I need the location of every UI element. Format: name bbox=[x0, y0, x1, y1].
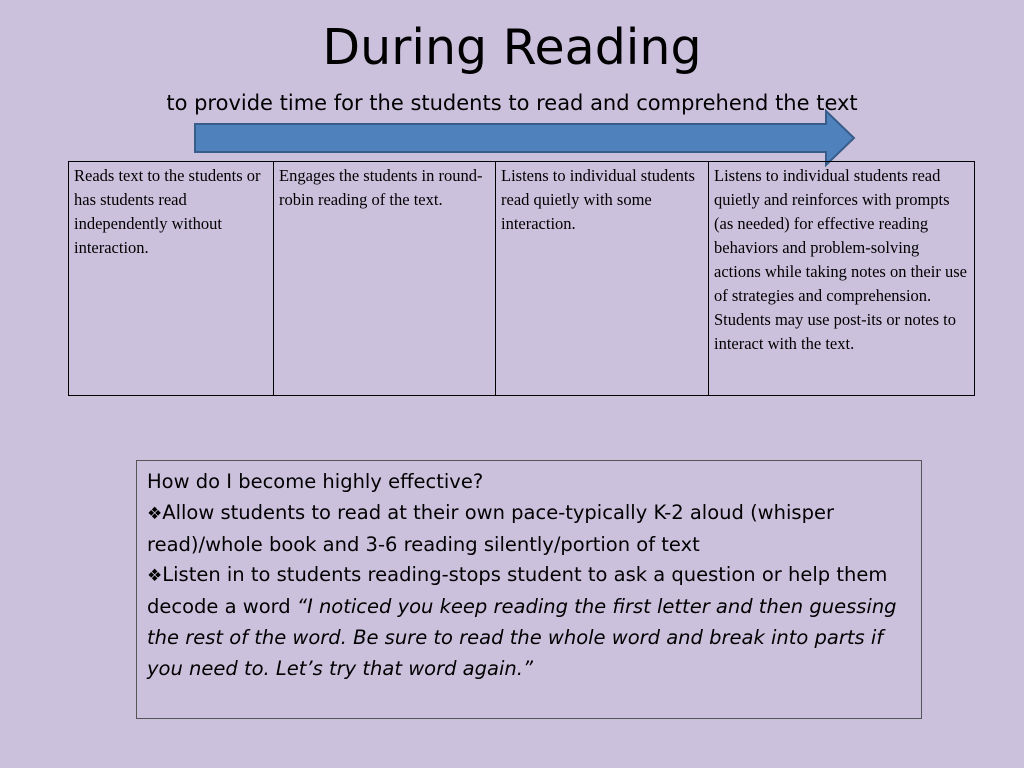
diamond-bullet-icon: ❖ bbox=[147, 566, 163, 587]
continuum-cell-2: Engages the students in round-robin reading of the text. bbox=[274, 162, 496, 396]
page-subtitle: to provide time for the students to read and comprehend the text bbox=[166, 91, 858, 115]
example-quote: “I noticed you keep reading the first letter and then guessing the rest of the word. Be sure to read the whole word and break into parts if you need to. Let’s try that word again.” bbox=[147, 595, 897, 680]
continuum-cell-3: Listens to individual students read quietly with some interaction. bbox=[496, 162, 709, 396]
right-arrow-icon bbox=[193, 108, 859, 168]
page-title: During Reading bbox=[322, 19, 702, 76]
bullet-text: Allow students to read at their own pace-typically K-2 aloud (whisper read)/whole book and 3-6 reading silently/portion of text bbox=[147, 500, 834, 556]
effective-heading: How do I become highly effective? bbox=[147, 470, 484, 493]
continuum-cell-1: Reads text to the students or has students read independently without interaction. bbox=[69, 162, 274, 396]
list-item bbox=[147, 498, 911, 561]
list-item bbox=[147, 560, 911, 684]
table-row bbox=[69, 162, 975, 396]
bullet-text: Listen in to students reading-stops student to ask a question or help them decode a word bbox=[147, 563, 888, 619]
diamond-bullet-icon: ❖ bbox=[147, 503, 163, 524]
continuum-cell-4: Listens to individual students read quietly and reinforces with prompts (as needed) for effective reading behaviors and problem-solving actions while taking notes on their use of strategies and comprehension. Students may use post-its or notes to interact with the text. bbox=[709, 162, 975, 396]
continuum-table bbox=[68, 161, 975, 396]
effective-box bbox=[136, 460, 922, 719]
